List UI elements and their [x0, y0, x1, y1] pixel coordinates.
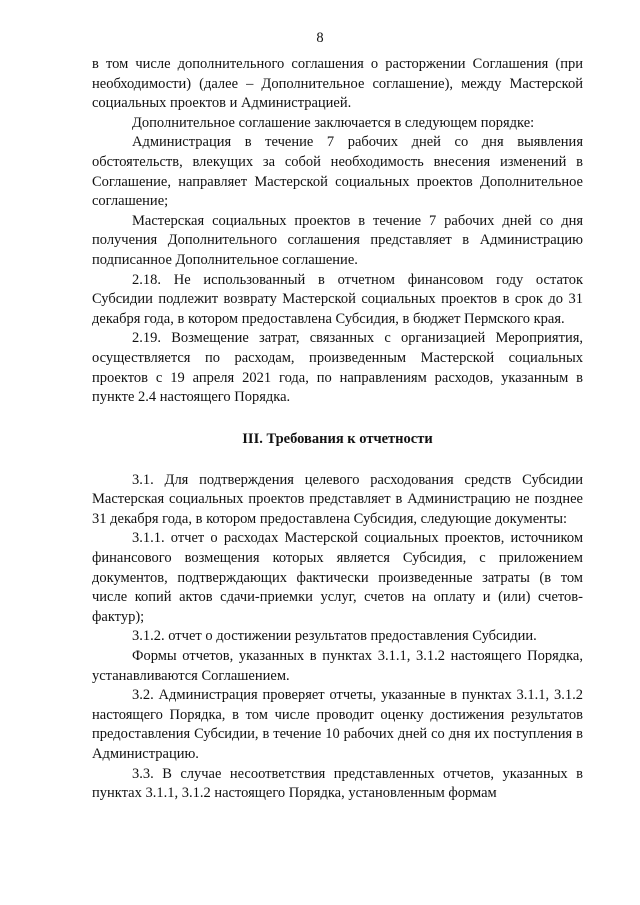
- paragraph-2-18: 2.18. Не использованный в отчетном финансовом году остаток Субсидии подлежит возврату Мастерской социальных проектов в срок до 31 декабря года, в котором предоставлена Субсидия, в бюджет Пермского края.: [92, 271, 583, 327]
- paragraph-procedure-intro: Дополнительное соглашение заключается в следующем порядке:: [132, 114, 535, 131]
- paragraph-3-1-2: 3.1.2. отчет о достижении результатов предоставления Субсидии.: [132, 628, 537, 645]
- document-body: [92, 55, 583, 804]
- paragraph-3-2: 3.2. Администрация проверяет отчеты, указанные в пунктах 3.1.1, 3.1.2 настоящего Порядка, в том числе проводит оценку достижения результатов предоставления Субсидии, в течение 10 рабочих дней со дня их поступления в Администрацию.: [92, 687, 583, 762]
- page-number: 8: [316, 30, 324, 46]
- paragraph-3-1: 3.1. Для подтверждения целевого расходования средств Субсидии Мастерская социальных проектов представляет в Администрацию не позднее 31 декабря года, в котором предоставлена Субсидия, следующие документы:: [92, 471, 583, 527]
- paragraph-2-19: 2.19. Возмещение затрат, связанных с организацией Мероприятия, осуществляется по расходам, произведенным Мастерской социальных проектов с 19 апреля 2021 года, по направлениям расходов, указанным в пункте 2.4 настоящего Порядка.: [92, 330, 583, 406]
- paragraph-workshop-step: Мастерская социальных проектов в течение 7 рабочих дней со дня получения Дополнительного соглашения представляет в Администрацию подписанное Дополнительное соглашение.: [92, 212, 583, 268]
- paragraph-report-forms: Формы отчетов, указанных в пунктах 3.1.1, 3.1.2 настоящего Порядка, устанавливаются Соглашением.: [92, 648, 583, 684]
- paragraph-continuation: в том числе дополнительного соглашения о расторжении Соглашения (при необходимости) (далее – Дополнительное соглашение), между Мастерской социальных проектов и Администрацией.: [92, 56, 583, 112]
- paragraph-3-3: 3.3. В случае несоответствия представленных отчетов, указанных в пунктах 3.1.1, 3.1.2 настоящего Порядка, установленным формам: [92, 765, 583, 802]
- paragraph-3-1-1: 3.1.1. отчет о расходах Мастерской социальных проектов, источником финансового возмещения которых является Субсидия, с приложением документов, подтверждающих фактически произведенные затраты (в том числе копий актов сдачи-приемки услуг, счетов на оплату и (или) счетов-фактур);: [92, 530, 583, 625]
- paragraph-administration-step: Администрация в течение 7 рабочих дней со дня выявления обстоятельств, влекущих за собой необходимость внесения изменений в Соглашение, направляет Мастерской социальных проектов Дополнительное соглашение;: [92, 134, 583, 210]
- section-heading-reporting: III. Требования к отчетности: [242, 430, 433, 447]
